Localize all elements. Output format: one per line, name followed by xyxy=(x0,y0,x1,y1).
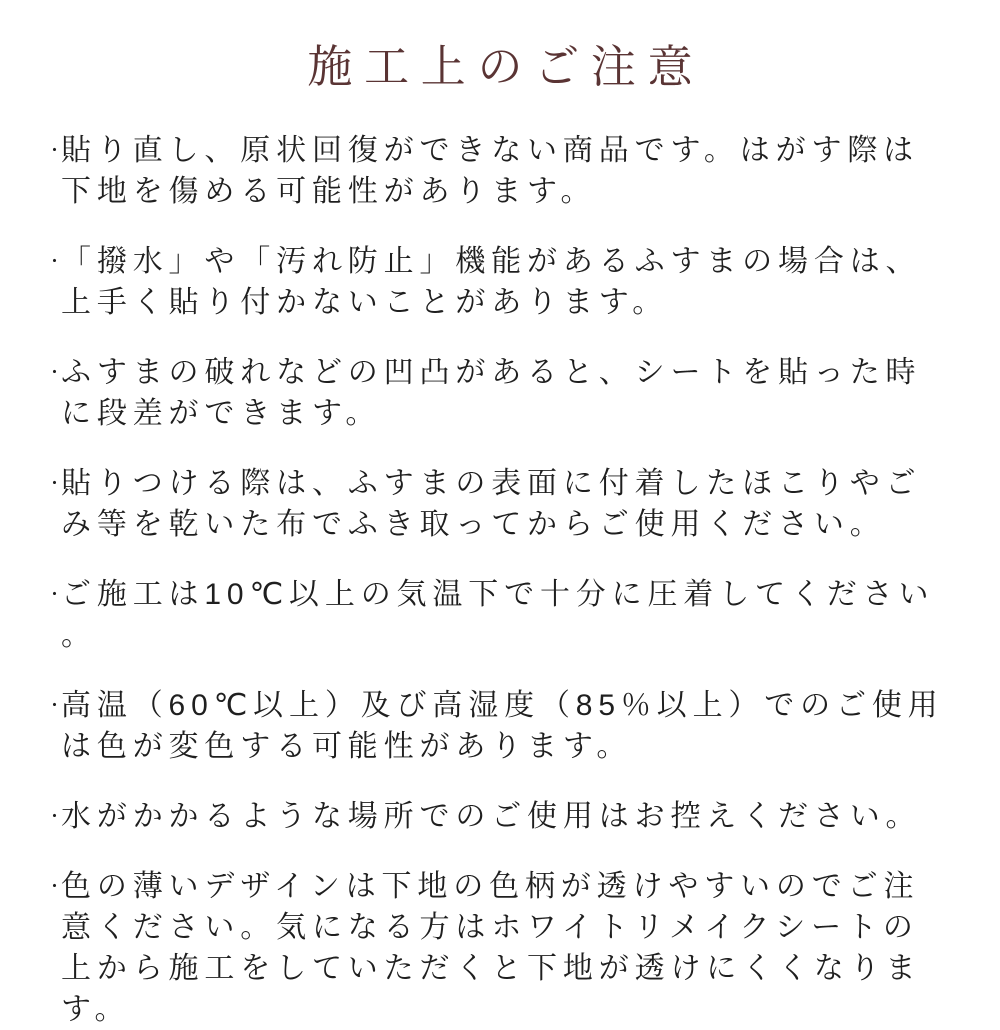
bullet-icon: ・ xyxy=(46,141,63,160)
bullet-icon: ・ xyxy=(46,474,63,493)
note-item xyxy=(46,574,954,656)
note-text: 貼り直し、原状回復ができない商品です。はがす際は下地を傷める可能性があります。 xyxy=(61,134,919,208)
note-text: 水がかかるような場所でのご使用はお控えください。 xyxy=(61,800,922,833)
note-item xyxy=(46,796,954,837)
note-text: ご施工は10℃以上の気温下で十分に圧着してください。 xyxy=(61,578,935,652)
note-text: 貼りつける際は、ふすまの表面に付着したほこりやごみ等を乾いた布でふき取ってからご使用ください。 xyxy=(61,467,922,541)
note-text: 「撥水」や「汚れ防止」機能があるふすまの場合は、上手く貼り付かないことがあります。 xyxy=(61,245,922,319)
note-item xyxy=(46,685,954,767)
note-item xyxy=(46,463,954,545)
note-item xyxy=(46,352,954,434)
bullet-icon: ・ xyxy=(46,696,63,715)
bullet-icon: ・ xyxy=(46,252,63,271)
page-title: 施工上のご注意 xyxy=(307,41,705,92)
notes-list xyxy=(46,130,954,1030)
note-text: ふすまの破れなどの凹凸があると、シートを貼った時に段差ができます。 xyxy=(61,356,922,430)
note-item xyxy=(46,866,954,1030)
note-item xyxy=(46,241,954,323)
bullet-icon: ・ xyxy=(46,585,63,604)
bullet-icon: ・ xyxy=(46,363,63,382)
note-text: 色の薄いデザインは下地の色柄が透けやすいのでご注意ください。気になる方はホワイトリメイクシートの上から施工をしていただくと下地が透けにくくなります。 xyxy=(61,870,922,1026)
note-item xyxy=(46,130,954,212)
note-text: 高温（60℃以上）及び高湿度（85％以上）でのご使用は色が変色する可能性があります。 xyxy=(61,689,944,763)
bullet-icon: ・ xyxy=(46,807,63,826)
bullet-icon: ・ xyxy=(46,877,63,896)
